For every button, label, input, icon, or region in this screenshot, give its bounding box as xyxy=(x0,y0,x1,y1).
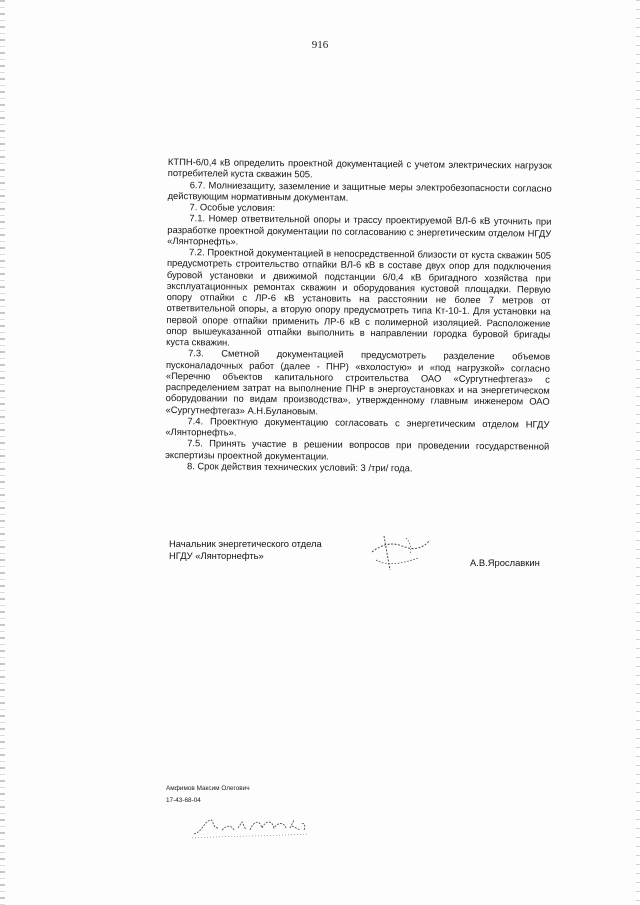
signatory-position-line2: НГДУ «Лянторнефть» xyxy=(169,549,264,561)
scan-edge-right xyxy=(636,0,640,905)
handwritten-note xyxy=(190,808,310,840)
executor-name: Амфимов Максим Олегович xyxy=(166,785,250,792)
paragraph-7-3: 7.3. Сметной документацией предусмотреть разделение объемов пусконаладочных работ (далее - ПНР) «вхолостую» и «под нагрузкой» согласно «Перечню объектов капитального строительства ОАО «Сургутнефтегаз» с распределением затрат на выполнение ПНР в энергоустановках и на энергетическом оборудовании по видам производства», утвержденному главным инженером ОАО «Сургутнефтегаз» А.Н.Булановым. xyxy=(165,347,551,416)
executor-phone: 17-43-68-04 xyxy=(166,797,201,804)
paragraph-7-4: 7.4. Проектную документацию согласовать с энергетическим отделом НГДУ «Лянторнефть». xyxy=(165,414,550,438)
paragraph-7-5: 7.5. Принять участие в решении вопросов при проведении государственной экспертизы проектной документации. xyxy=(165,437,550,462)
signature-mark xyxy=(366,530,436,576)
signatory-name: А.В.Ярославкин xyxy=(470,557,540,568)
page-number: 916 xyxy=(311,39,329,51)
paragraph-6-7: 6.7. Молниезащиту, заземление и защитные меры электробезопасности согласно действующим нормативным документам. xyxy=(167,178,552,203)
signatory-position xyxy=(169,538,322,561)
scan-edge-left xyxy=(0,0,5,905)
paragraph-8: 8. Срок действия технических условий: 3 /три/ года. xyxy=(186,459,413,474)
paragraph-7-heading: 7. Особые условия: xyxy=(189,201,276,214)
executor-block xyxy=(166,783,250,807)
paragraph-7-2: 7.2. Проектной документацией в непосредственной близости от куста скважин 505 предусмотреть строительство отпайки ВЛ-6 кВ в составе двух опор для подключения буровой установки и движимой подстанции 6/0,4 кВ бригадного хозяйства при эксплуатационных ремонтах скважин и оборудования кустовой площадки. Первую опору отпайки с ЛР-6 кВ установить на расстоянии не более 7 метров от ответвительной опоры, а вторую опору предусмотреть типа Кт-10-1. Для установки на первой опоре отпайки применить ЛР-6 кВ с полимерной изоляцией. Расположение опор вышеуказанной отпайки выполнить в направлении городка буровой бригады куста скважин. xyxy=(166,246,552,348)
paragraph-7-1: 7.1. Номер ответвительной опоры и трассу проектируемой ВЛ-6 кВ уточнить при разработке проектной документации по согласованию с энергетическим отделом НГДУ «Лянторнефть». xyxy=(167,212,552,247)
signatory-position-line1: Начальник энергетического отдела xyxy=(169,538,322,549)
paragraph-ktpn: КТПН-6/0,4 кВ определить проектной документацией с учетом электрических нагрузок потребителей куста скважин 505. xyxy=(167,156,552,180)
document-body xyxy=(165,156,552,475)
